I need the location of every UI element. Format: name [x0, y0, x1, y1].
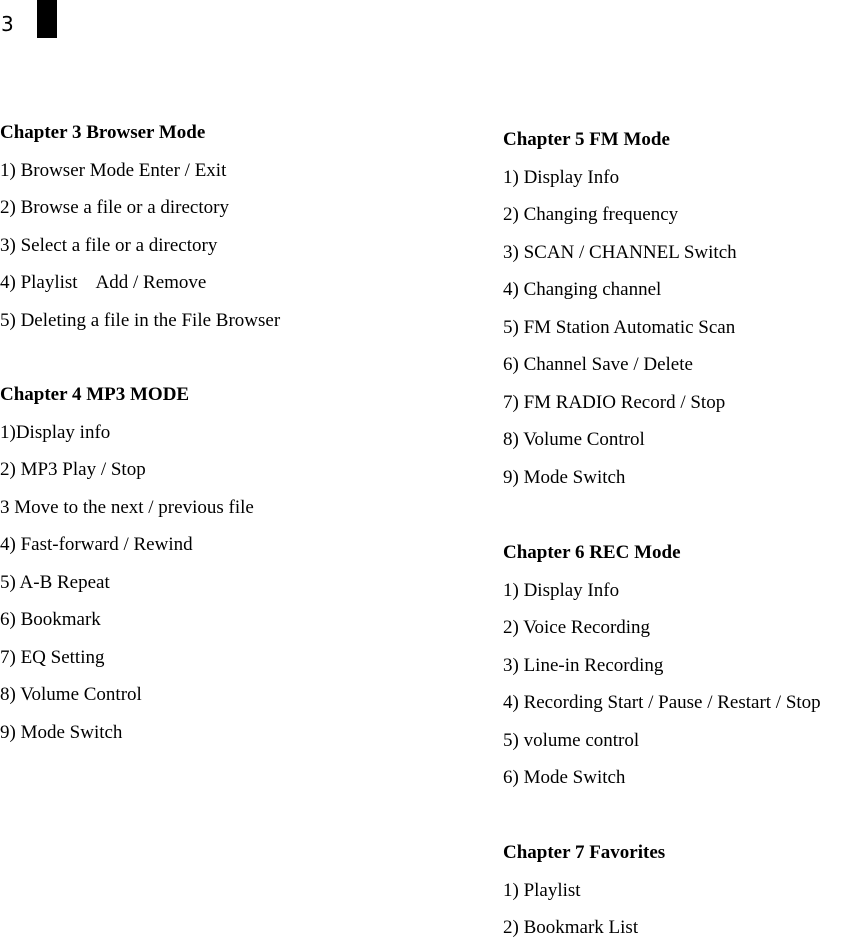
- chapter-item: 3) SCAN / CHANNEL Switch: [503, 241, 737, 263]
- chapter-item: 5) volume control: [503, 729, 640, 751]
- chapter-heading: Chapter 7 Favorites: [503, 842, 666, 863]
- chapter-item: 3 Move to the next / previous file: [0, 496, 254, 518]
- chapter-item: 1) Display Info: [503, 579, 620, 601]
- chapter-item: 1) Playlist: [503, 879, 581, 901]
- page-number: 3: [1, 12, 14, 36]
- chapter-item: 5) FM Station Automatic Scan: [503, 316, 736, 338]
- chapter-item: 5) A-B Repeat: [0, 571, 110, 593]
- chapter-item: 1)Display info: [0, 421, 111, 443]
- chapter-heading: Chapter 5 FM Mode: [503, 129, 670, 150]
- chapter-item: 1) Display Info: [503, 166, 620, 188]
- chapter-item: 5) Deleting a file in the File Browser: [0, 309, 281, 331]
- chapter-item: 1) Browser Mode Enter / Exit: [0, 159, 227, 181]
- chapter-item: 2) Voice Recording: [503, 617, 651, 638]
- page-marker-bar: [37, 0, 57, 38]
- chapter-item: 4) Fast-forward / Rewind: [0, 534, 193, 555]
- chapter-heading: Chapter 4 MP3 MODE: [0, 384, 190, 405]
- chapter-item: 4) Playlist Add / Remove: [0, 272, 207, 293]
- chapter-item: 7) FM RADIO Record / Stop: [503, 391, 726, 413]
- chapter-item: 3) Select a file or a directory: [0, 234, 218, 256]
- chapter-item: 2) Bookmark List: [503, 917, 639, 938]
- chapter-item: 2) Changing frequency: [503, 204, 679, 225]
- chapter-item: 2) MP3 Play / Stop: [0, 459, 146, 480]
- chapter-item: 9) Mode Switch: [503, 466, 626, 488]
- chapter-item: 3) Line-in Recording: [503, 654, 664, 676]
- chapter-heading: Chapter 3 Browser Mode: [0, 122, 206, 143]
- chapter-item: 7) EQ Setting: [0, 646, 105, 668]
- chapter-item: 6) Bookmark: [0, 609, 101, 630]
- chapter-item: 6) Mode Switch: [503, 767, 626, 788]
- chapter-heading: Chapter 6 REC Mode: [503, 542, 681, 563]
- chapter-item: 9) Mode Switch: [0, 721, 123, 743]
- chapter-item: 4) Recording Start / Pause / Restart / Stop: [503, 692, 821, 713]
- chapter-item: 8) Volume Control: [503, 429, 645, 450]
- chapter-item: 4) Changing channel: [503, 279, 662, 300]
- chapter-item: 2) Browse a file or a directory: [0, 197, 229, 218]
- chapter-item: 8) Volume Control: [0, 684, 142, 705]
- chapter-item: 6) Channel Save / Delete: [503, 354, 693, 375]
